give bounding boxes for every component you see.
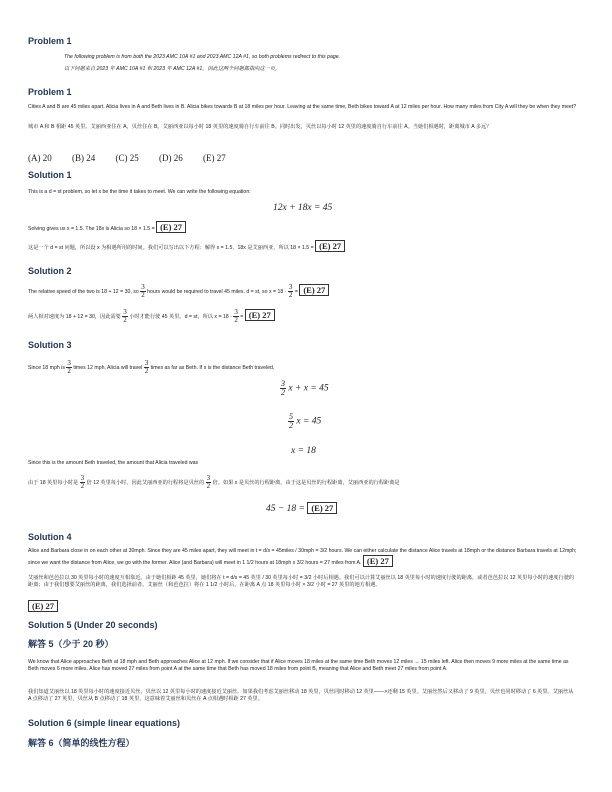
problem-text-en: Cities A and B are 45 miles apart. Alicia lives in A and Beth lives in B. Alicia bikes towards B at 18 miles per hour. Leaving at the same time, Beth bikes toward A at 12 miles per hour. How many miles from City A will they be when they meet? — [28, 104, 577, 110]
heading-solution-2: Solution 2 — [28, 266, 72, 276]
frac-numerator: 3 — [141, 283, 145, 292]
sol3-en-c: times as far as Beth. If x is the distance Beth traveled, — [150, 364, 275, 371]
sol3-equation-2 — [288, 413, 321, 430]
sol5-cn: 我们知道艾丽丝以 18 英里每小时的速度接近贝丝，贝丝以 12 英里每小时的速度接近艾丽丝。如果我们考虑艾丽丝移动 18 英里，贝丝同时移动 12 英里——>还剩 15 英里。艾丽丝然后又移动了 9 英里，贝丝也同时移动了 6 英里。艾丽丝从 A 点移动了 27 英里，贝丝从 B 点移动了 18 英里，这意味着艾丽丝和贝丝在 A 点相遇时相距 27 英里。 — [28, 689, 574, 703]
sol4-answer-cn — [28, 596, 58, 614]
frac-numerator: 3 — [67, 359, 71, 367]
heading-solution-5-cn: 解答 5（少于 20 秒） — [28, 639, 114, 649]
heading-problem-1-statement: Problem 1 — [28, 87, 72, 97]
sol3-en-b: times 12 mph, Alicia will travel — [73, 364, 143, 371]
frac-denominator: 2 — [141, 291, 145, 300]
sol1-answer-box-cn: (E) 27 — [315, 240, 345, 252]
sol4-en-text: Alice and Barbara close in on each other at 30mph. Since they are 45 miles apart, they will meet in t = d/s = 45miles / 30mph = 3/2 hours. We can either calculate the distance Alice travels at 18mph or the distance Barbara travels at 12mph; since we want the distance from Alice, we go with the former. Alice (and Barbara) will meet in 1 1/2 hours at 18mph x 3/2 hours = 27 miles from A. — [28, 548, 577, 567]
heading-solution-3: Solution 3 — [28, 340, 72, 350]
sol1-answer-box: (E) 27 — [156, 221, 186, 233]
sol3-eq1-text: x + x = 45 — [288, 383, 329, 394]
frac-denominator: 2 — [206, 482, 211, 490]
sol3-final-text: 45 − 18 = — [266, 504, 305, 514]
sol3-cn-b: 倍 12 英里每小时，因此艾丽西亚的行程将是贝丝的 — [86, 479, 205, 486]
sol5-en: We know that Alice approaches Beth at 18 mph and Beth approaches Alice at 12 mph. If we consider that if Alice moves 18 miles at the same time Beth moves 12 miles → 15 miles left. Alice then moves 9 more miles at the same time as Beth moves 6 more miles. Alice has moved 27 miles from point A at the same time that Beth has moved 18 miles from point B, meaning that Alice and Beth meet 27 miles from point A. — [28, 659, 569, 673]
frac-numerator: 3 — [288, 283, 293, 292]
choice-c: (C) 25 — [115, 153, 139, 163]
heading-solution-6-cn: 解答 6（简单的线性方程） — [28, 738, 135, 748]
frac-denominator: 2 — [123, 316, 127, 325]
frac-numerator: 3 — [281, 379, 285, 388]
sol2-answer-box-cn: (E) 27 — [245, 309, 275, 321]
sol1-solve-text: Solving gives us x = 1.5. The 18x is Alicia so 18 × 1.5 = — [28, 226, 155, 232]
sol2-en: The relative speed of the two is 18 + 12 = 30, so $\frac{3}{2}$ hours would be required to travel 45 miles. d = st, so x = 18 · $\frac{3}{2}$ = (E) 27 — [28, 284, 329, 299]
sol1-solve-cn — [28, 240, 345, 252]
sol2-answer-box: (E) 27 — [299, 284, 329, 296]
frac-denominator: 2 — [80, 482, 85, 490]
choice-b: (B) 24 — [72, 153, 96, 163]
heading-problem-1: Problem 1 — [28, 36, 72, 46]
sol3-cn-c: 倍。如果 x 是贝丝的行程距离，由于这是贝丝的行程距离，艾丽西亚的行程距离是 — [212, 479, 400, 486]
frac-denominator: 2 — [234, 316, 238, 325]
choice-e: (E) 27 — [203, 153, 226, 163]
sol2-cn-a: 两人相对速度为 18 + 12 = 30，因此需要 — [28, 314, 121, 320]
sol1-cn-text: 这是一个 d = st 问题，所以设 x 为相遇所用的时间。我们可以写出以下方程：解得 x = 1.5，18x 是艾丽西亚，所以 18 × 1.5 = — [28, 245, 314, 251]
sol2-en-a: The relative speed of the two is 18 + 12 = 30, so — [28, 289, 139, 295]
sol1-equation: 12x + 18x = 45 — [273, 203, 333, 213]
answer-choices — [28, 153, 244, 163]
frac-denominator: 2 — [144, 367, 149, 375]
fraction-3-2 — [280, 380, 286, 397]
sol3-intro — [28, 360, 274, 375]
sol3-answer-box: (E) 27 — [307, 502, 337, 514]
choice-a: (A) 20 — [28, 153, 52, 163]
fraction-3-2 — [122, 309, 128, 324]
sol3-cn-a: 由于 18 英里每小时是 — [28, 479, 79, 486]
sol3-conclusion-en: Since this is the amount Beth traveled, the amount that Alicia traveled was — [28, 460, 199, 466]
frac-numerator: 3 — [206, 474, 211, 482]
frac-denominator: 2 — [288, 291, 293, 300]
sol3-equation-1 — [280, 380, 329, 397]
fraction-3-2 — [206, 475, 212, 490]
heading-solution-1: Solution 1 — [28, 170, 72, 180]
frac-denominator: 2 — [289, 421, 293, 430]
sol1-intro: This is a d = st problem, so let x be the time it takes to meet. We can write the following equation: — [28, 189, 251, 195]
heading-solution-4: Solution 4 — [28, 532, 72, 542]
frac-numerator: 3 — [80, 474, 85, 482]
fraction-3-2 — [140, 284, 146, 299]
sol3-final — [266, 502, 337, 514]
sol3-en-a: Since 18 mph is — [28, 364, 65, 371]
frac-numerator: 3 — [123, 308, 127, 317]
frac-denominator: 2 — [67, 367, 71, 375]
fraction-3-2 — [66, 360, 72, 375]
sol3-cn — [28, 475, 400, 490]
redirect-note-en: The following problem is from both the 2023 AMC 10A #1 and 2023 AMC 12A #1, so both problems redirect to this page. — [64, 54, 341, 60]
sol3-eq2-text: x = 45 — [296, 416, 322, 427]
frac-numerator: 3 — [234, 308, 238, 317]
heading-solution-6: Solution 6 (simple linear equations) — [28, 718, 181, 728]
sol4-answer-box-cn: (E) 27 — [28, 600, 58, 612]
fraction-3-2 — [233, 309, 239, 324]
heading-solution-5: Solution 5 (Under 20 seconds) — [28, 620, 158, 630]
problem-text-cn: 城市 A 和 B 相距 45 英里。艾丽西亚住在 A，贝丝住在 B。艾丽西亚以每小时 18 英里的速度骑自行车前往 B。同时出发，贝丝以每小时 12 英里的速度骑自行车前往 A。当她们相遇时，距离城市 A 多远？ — [28, 124, 492, 130]
redirect-note-cn: 以下问题来自 2023 年 AMC 10A #1 和 2023 年 AMC 12A #1，因此这两个问题都指向这一页。 — [64, 66, 281, 72]
sol4-en — [28, 548, 578, 568]
fraction-3-2 — [144, 360, 150, 375]
sol4-cn: 艾丽丝和芭芭拉以 30 英里每小时的速度互相靠近。由于她们相距 45 英里，她们将在 t = d/s = 45 英里 / 30 英里每小时 = 3/2 小时后相遇。我们可以计算艾丽丝以 18 英里每小时的速度行驶的距离，或者芭芭拉以 12 英里每小时的速度行驶的距离；由于我们想要艾丽丝的距离，我们选择前者。艾丽丝（和芭芭拉）将在 1 1/2 小时后，在距离 A 点 18 英里每小时 × 3/2 小时 = 27 英里的地方相遇。 — [28, 575, 575, 589]
sol1-solve-en — [28, 221, 186, 233]
frac-numerator: 5 — [289, 412, 293, 421]
fraction-3-2 — [80, 475, 86, 490]
frac-numerator: 3 — [144, 359, 149, 367]
sol2-cn-b: 小时才能行驶 45 英里。d = st，所以 x = 18 · — [129, 314, 232, 320]
fraction-3-2 — [288, 284, 294, 299]
sol2-cn: 两人相对速度为 18 + 12 = 30，因此需要 $\frac{3}{2}$ 小时才能行驶 45 英里。d = st，所以 x = 18 · $\frac{3}{2}$ = (E) 27 — [28, 309, 275, 324]
choice-d: (D) 26 — [159, 153, 183, 163]
sol3-equation-3: x = 18 — [291, 446, 316, 456]
frac-denominator: 2 — [281, 388, 285, 397]
fraction-5-2 — [288, 413, 294, 430]
sol2-en-b: hours would be required to travel 45 miles. d = st, so x = 18 · — [147, 289, 287, 295]
sol4-answer-box: (E) 27 — [363, 555, 393, 567]
